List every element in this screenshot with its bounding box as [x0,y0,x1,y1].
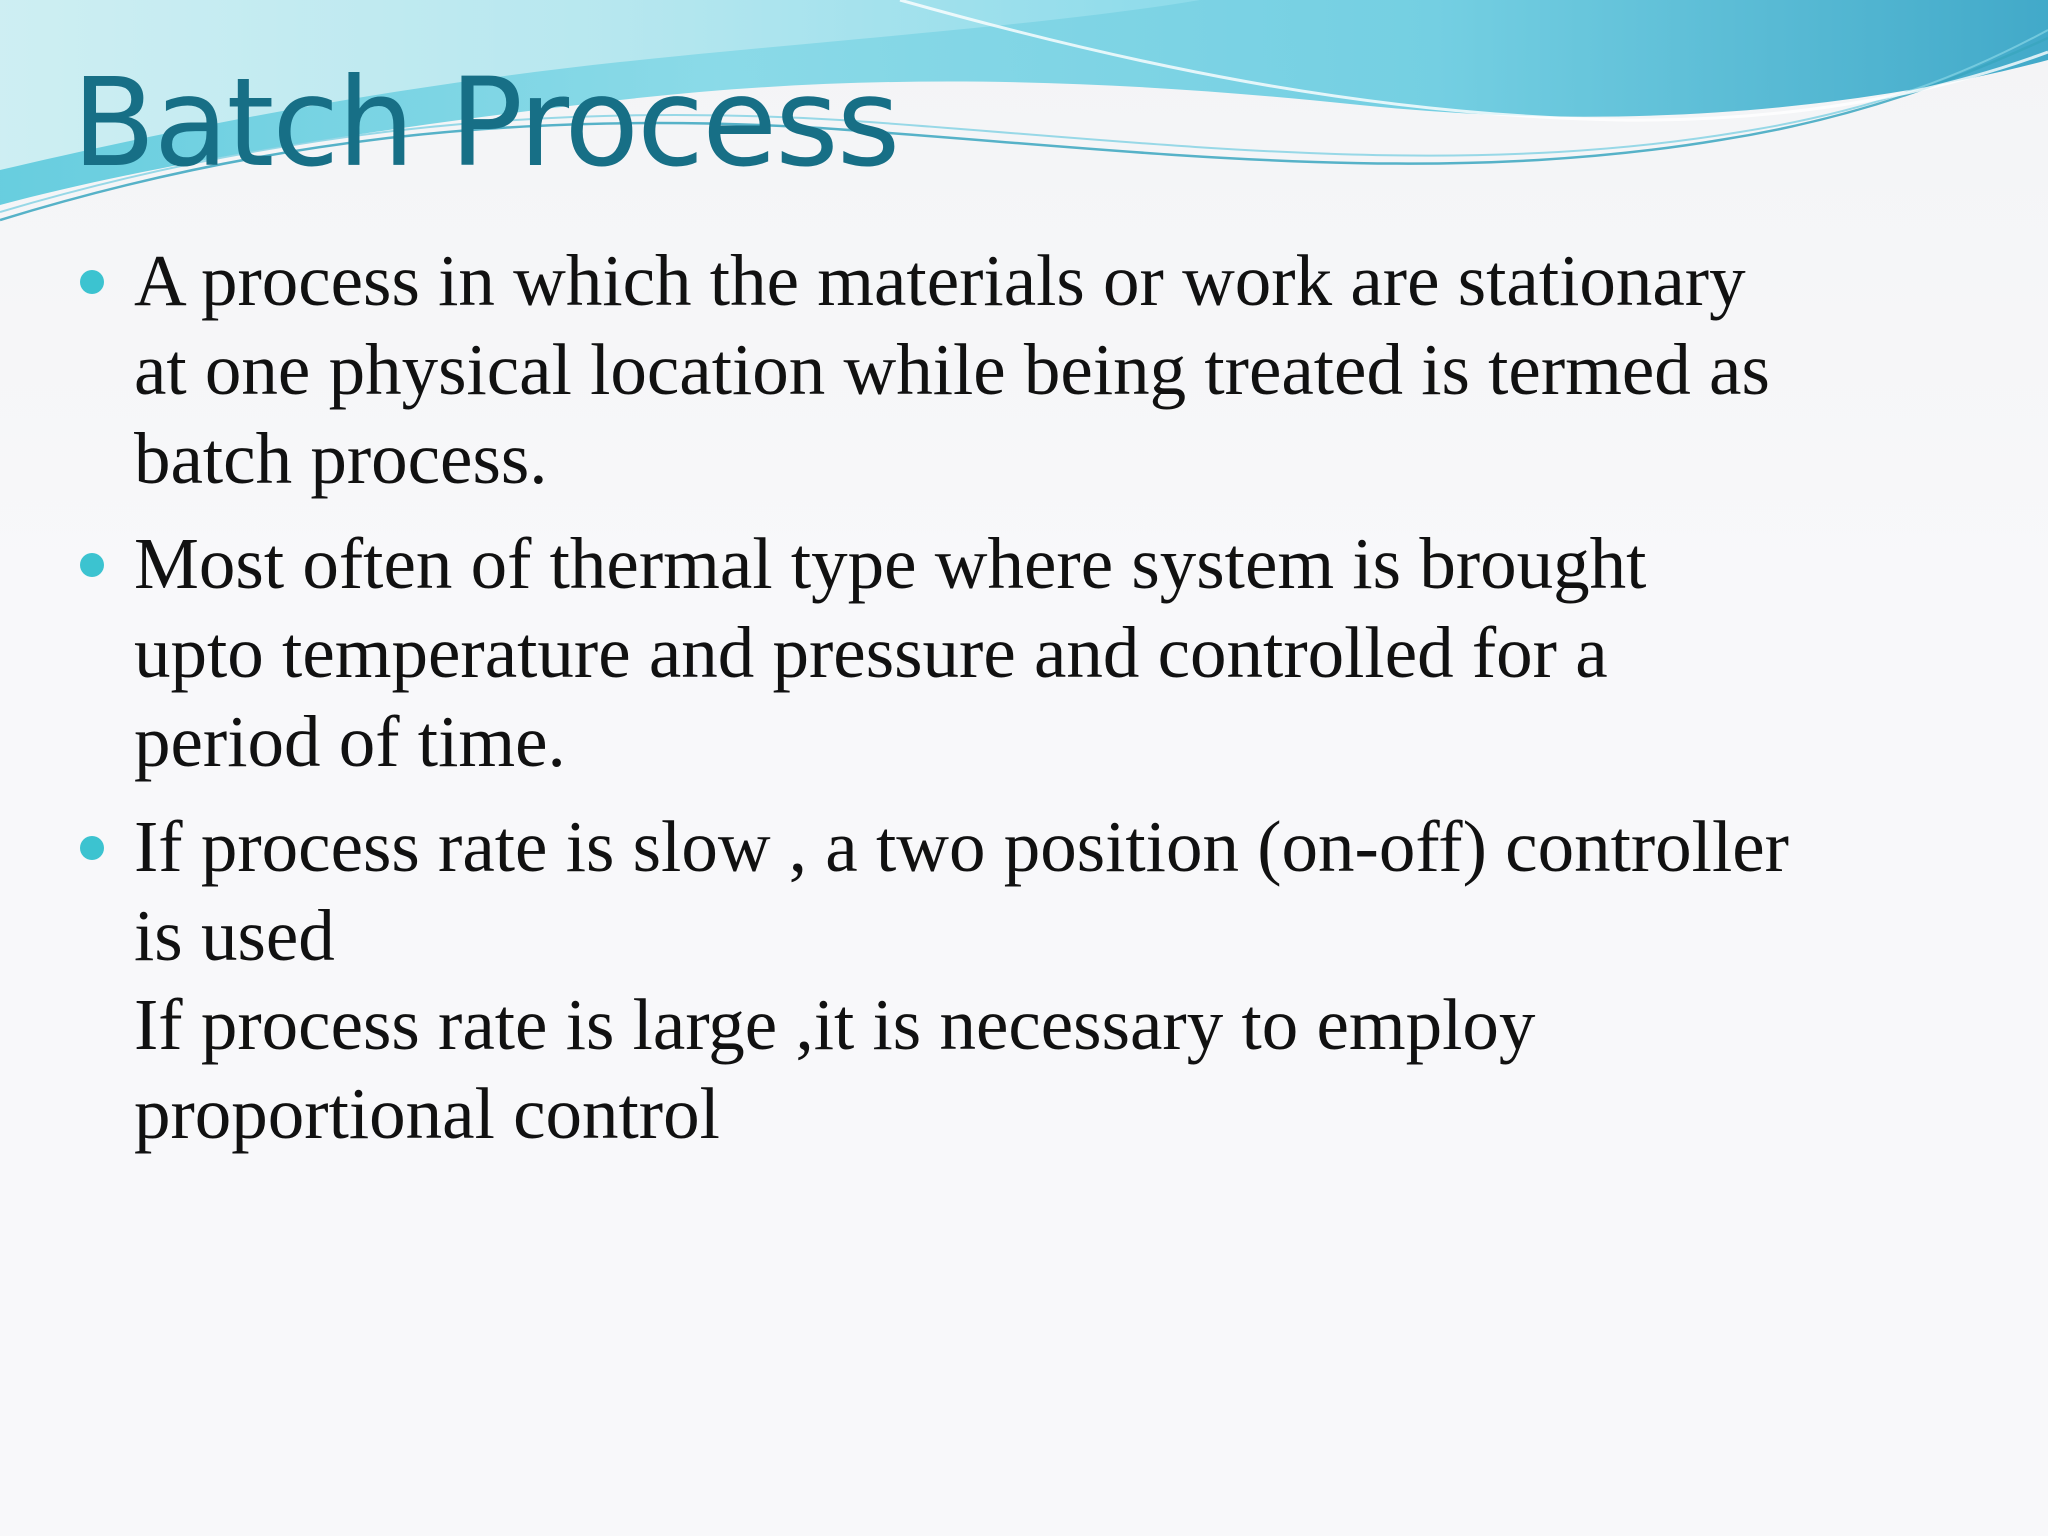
bullet-item-controller-choice [76,802,1996,1158]
bullet-line: A process in which the materials or work are stationary [134,240,1746,321]
bullet-item-thermal-type [76,519,1996,786]
bullet-dot-icon [80,553,104,577]
bullet-line: period of time. [134,701,566,782]
bullet-line: upto temperature and pressure and controlled for a [134,612,1608,693]
bullet-dot-icon [80,270,104,294]
bullet-line: Most often of thermal type where system is brought [134,523,1647,604]
slide-title: Batch Process [72,52,899,194]
bullet-line: batch process. [134,418,548,499]
bullet-dot-icon [80,836,104,860]
bullet-line: is used [134,895,335,976]
bullet-line: If process rate is large ,it is necessary to employ [134,984,1536,1065]
bullet-line: If process rate is slow , a two position (on-off) controller [134,806,1789,887]
bullet-line: proportional control [134,1073,720,1154]
bullet-line: at one physical location while being treated is termed as [134,329,1770,410]
bullet-list [76,236,1996,1174]
bullet-item-batch-definition [76,236,1996,503]
